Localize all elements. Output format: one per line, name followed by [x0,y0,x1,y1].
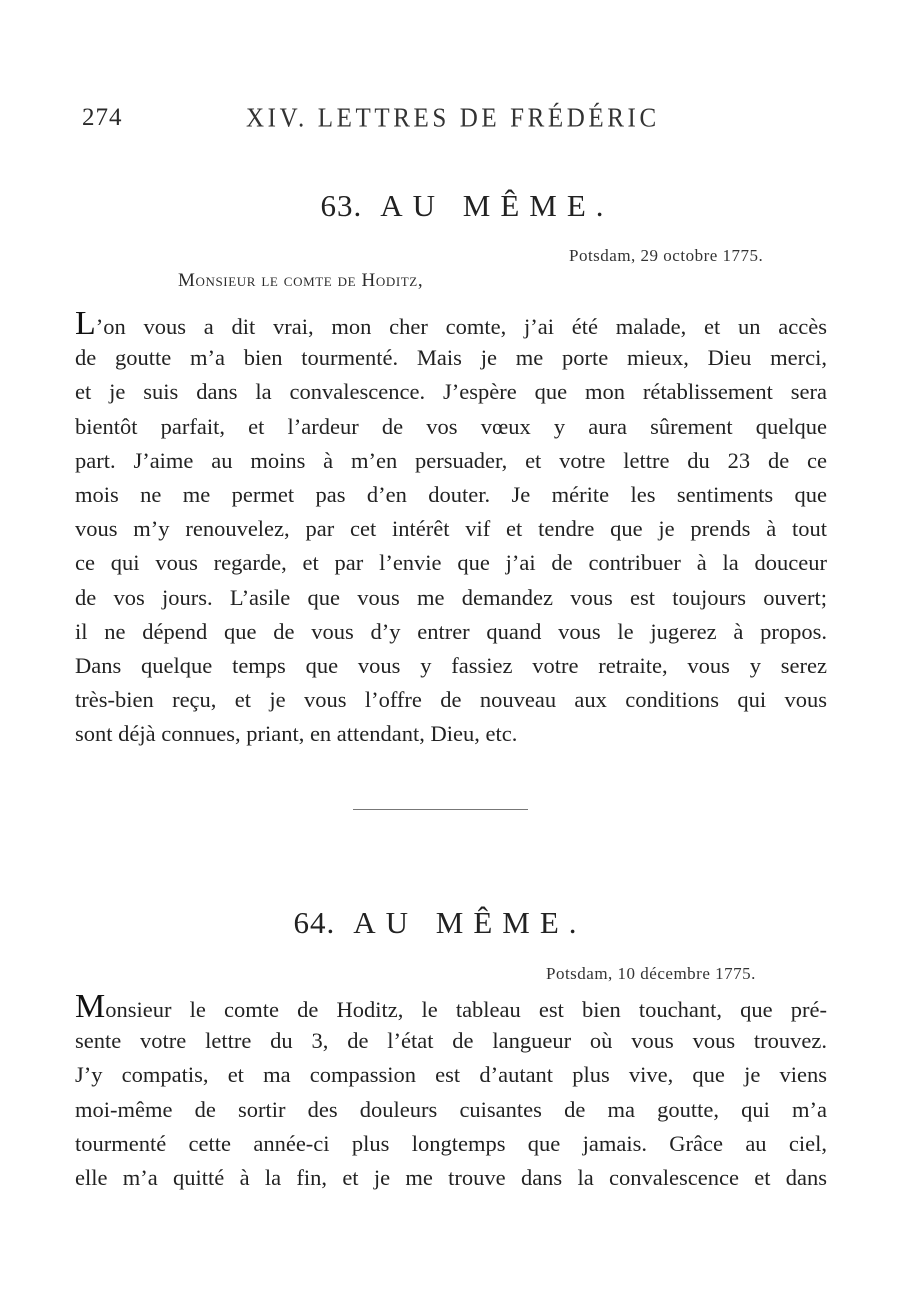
letter-63-dateline: Potsdam, 29 octobre 1775. [569,246,764,265]
text-line: de vos jours. L’asile que vous me demandez vous est toujours ouvert; [75,584,827,610]
drop-cap: M [75,988,106,1025]
text-line: J’y compatis, et ma compassion est d’autant plus vive, que je viens [75,1062,827,1088]
text-line [75,990,827,1024]
running-head: XIV. LETTRES DE FRÉDÉRIC [246,104,660,134]
text-line: part. J’aime au moins à m’en persuader, et votre lettre du 23 de ce [75,447,827,473]
text-line: sont déjà connues, priant, en attendant, Dieu, etc. [75,721,518,747]
letter-63-salutation: Monsieur le comte de Hoditz, [178,270,424,291]
text-line-content: ’on vous a dit vrai, mon cher comte, j’ai été malade, et un accès [95,314,827,339]
text-line: bientôt parfait, et l’ardeur de vos vœux y aura sûrement quelque [75,413,827,439]
text-line: elle m’a quitté à la fin, et je me trouve dans la convalescence et dans [75,1164,827,1190]
text-line: il ne dépend que de vous d’y entrer quand vous le jugerez à propos. [75,618,827,644]
text-line: mois ne me permet pas d’en douter. Je mérite les sentiments que [75,481,827,507]
text-line [75,307,827,341]
letter-63-title [0,188,900,224]
text-line: moi-même de sortir des douleurs cuisantes de ma goutte, qui m’a [75,1096,827,1122]
text-line: ce qui vous regarde, et par l’envie que j’ai de contribuer à la douceur [75,550,827,576]
text-line: de goutte m’a bien tourmenté. Mais je me porte mieux, Dieu merci, [75,345,827,371]
text-line: tourmenté cette année-ci plus longtemps que jamais. Grâce au ciel, [75,1130,827,1156]
letter-number: 63. [320,188,363,223]
letter-64-body [75,990,827,1195]
letter-heading: AU MÊME. [353,905,587,940]
section-divider [353,809,528,810]
text-line: Dans quelque temps que vous y fassiez votre retraite, vous y serez [75,652,827,678]
letter-64-dateline: Potsdam, 10 décembre 1775. [546,964,756,983]
letter-heading: AU MÊME. [380,188,614,223]
letter-number: 64. [293,905,336,940]
drop-cap: L [75,305,96,342]
text-line: sente votre lettre du 3, de l’état de langueur où vous vous trouvez. [75,1028,827,1054]
text-line: et je suis dans la convalescence. J’espère que mon rétablissement sera [75,379,827,405]
page-number: 274 [82,104,123,131]
text-line: vous m’y renouvelez, par cet intérêt vif et tendre que je prends à tout [75,516,827,542]
text-line: très-bien reçu, et je vous l’offre de nouveau aux conditions qui vous [75,687,827,713]
text-line-content: onsieur le comte de Hoditz, le tableau est bien touchant, que pré- [105,997,827,1022]
letter-63-body [75,307,827,751]
letter-64-title [0,905,890,941]
